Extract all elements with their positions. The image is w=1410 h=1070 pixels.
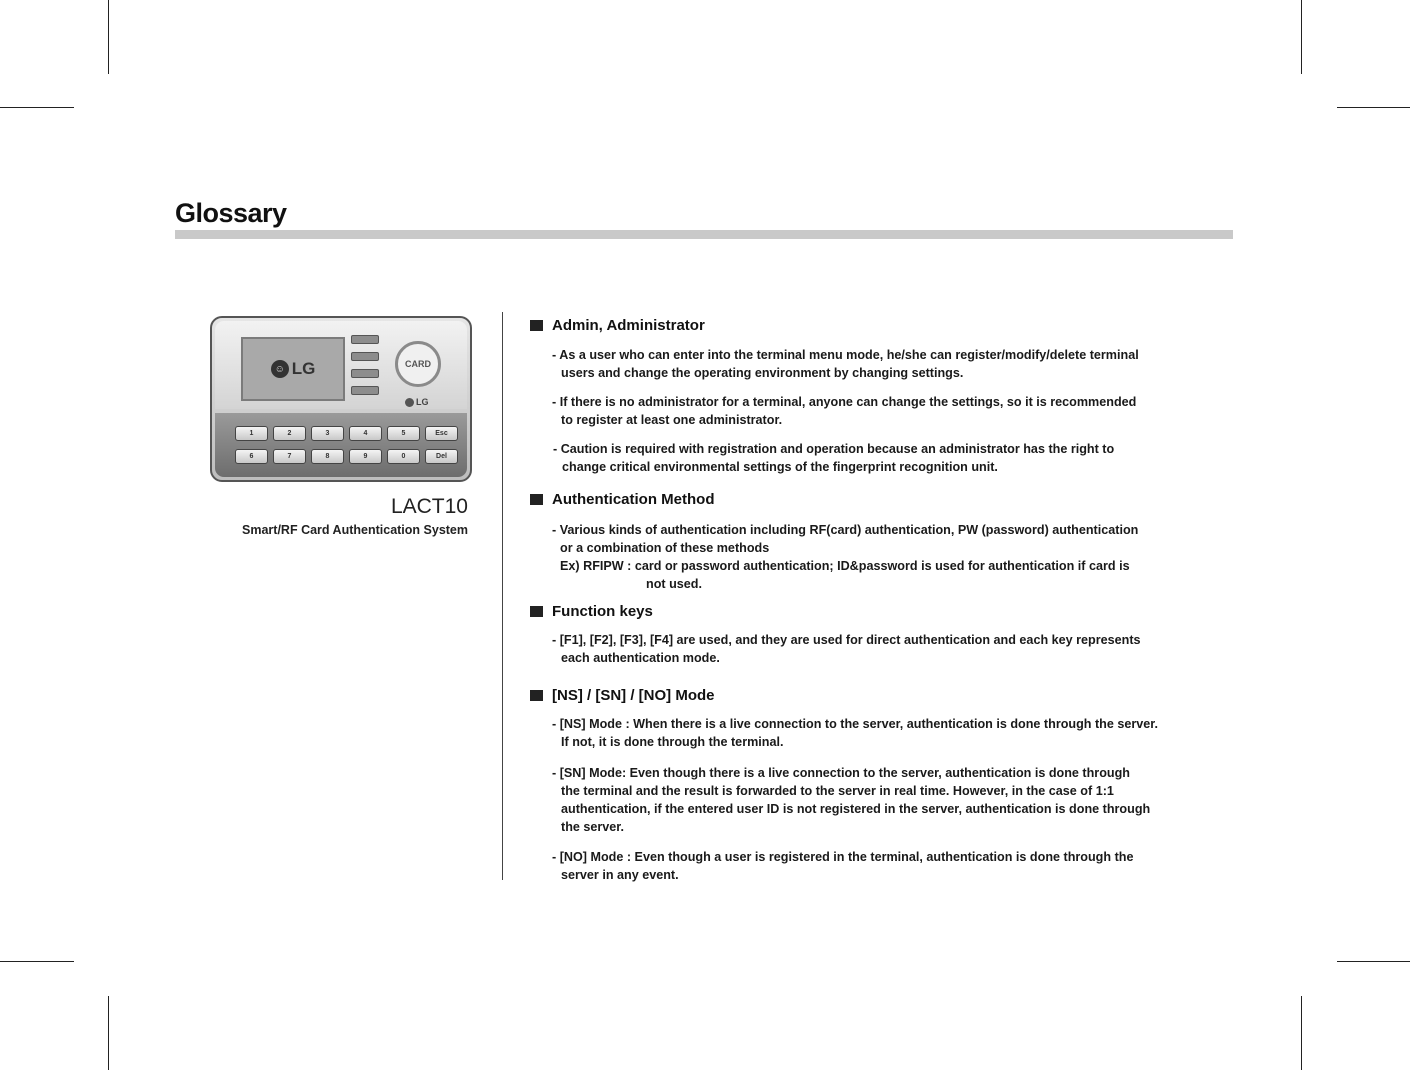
crop-mark bbox=[1337, 961, 1410, 962]
section-heading-text: [NS] / [SN] / [NO] Mode bbox=[552, 687, 715, 704]
card-reader bbox=[395, 341, 441, 387]
crop-mark bbox=[1301, 996, 1302, 1070]
function-keys-paragraph bbox=[552, 631, 1141, 667]
keypad-key: 9 bbox=[349, 449, 382, 464]
section-heading-text: Authentication Method bbox=[552, 491, 715, 508]
keypad-key: Esc bbox=[425, 426, 458, 441]
text-line: - If there is no administrator for a terminal, anyone can change the settings, so it is recommended bbox=[552, 395, 1137, 409]
section-heading-admin bbox=[530, 317, 705, 334]
text-line: the server. bbox=[561, 820, 625, 834]
keypad-key: 2 bbox=[273, 426, 306, 441]
section-heading-authentication-method bbox=[530, 491, 714, 508]
section-heading-modes bbox=[530, 687, 714, 704]
text-line: each authentication mode. bbox=[561, 651, 720, 665]
keypad-key: 8 bbox=[311, 449, 344, 464]
ns-mode-paragraph bbox=[552, 715, 1158, 751]
crop-mark bbox=[1301, 0, 1302, 74]
keypad-key: 4 bbox=[349, 426, 382, 441]
text-line: or a combination of these methods bbox=[560, 541, 770, 555]
crop-mark bbox=[108, 996, 109, 1070]
sn-mode-paragraph bbox=[552, 764, 1150, 836]
text-line: - Caution is required with registration and operation because an administrator has the right to bbox=[553, 442, 1115, 456]
text-line: the terminal and the result is forwarded to the server in real time. However, in the case of 1:1 bbox=[561, 784, 1114, 798]
section-heading-text: Function keys bbox=[552, 603, 653, 620]
keypad-key: 3 bbox=[311, 426, 344, 441]
keypad-key: 7 bbox=[273, 449, 306, 464]
function-key bbox=[351, 352, 379, 361]
text-line: - [NO] Mode : Even though a user is registered in the terminal, authentication is done through the bbox=[552, 850, 1134, 864]
keypad-key: 5 bbox=[387, 426, 420, 441]
crop-mark bbox=[1337, 107, 1410, 108]
authentication-paragraph bbox=[552, 521, 1138, 593]
admin-paragraph-3 bbox=[553, 440, 1114, 476]
section-heading-text: Admin, Administrator bbox=[552, 317, 705, 334]
device-keypad bbox=[215, 413, 467, 477]
keypad-key: 1 bbox=[235, 426, 268, 441]
admin-paragraph-2 bbox=[552, 393, 1136, 429]
lg-logo-icon: ☺ bbox=[271, 360, 289, 378]
page-title: Glossary bbox=[175, 198, 287, 228]
column-divider bbox=[502, 312, 503, 880]
text-line: server in any event. bbox=[561, 868, 679, 882]
function-key bbox=[351, 335, 379, 344]
function-key bbox=[351, 386, 379, 395]
text-line: - As a user who can enter into the terminal menu mode, he/she can register/modify/delete terminal bbox=[552, 348, 1139, 362]
text-line: to register at least one administrator. bbox=[561, 413, 783, 427]
text-line: If not, it is done through the terminal. bbox=[561, 735, 784, 749]
bullet-square-icon bbox=[530, 690, 543, 701]
crop-mark bbox=[108, 0, 109, 74]
device-small-logo bbox=[405, 397, 429, 407]
bullet-square-icon bbox=[530, 320, 543, 331]
text-line: authentication, if the entered user ID is not registered in the server, authentication is done through bbox=[561, 802, 1151, 816]
device-model: LACT10 bbox=[390, 495, 468, 518]
device-upper-panel bbox=[215, 321, 467, 409]
section-heading-function-keys bbox=[530, 603, 653, 620]
device-screen bbox=[241, 337, 345, 401]
text-line: - [F1], [F2], [F3], [F4] are used, and they are used for direct authentication and each key represents bbox=[552, 633, 1141, 647]
device-small-brand: LG bbox=[416, 397, 429, 407]
text-line: - [NS] Mode : When there is a live connection to the server, authentication is done through the server. bbox=[552, 717, 1158, 731]
card-label: CARD bbox=[405, 359, 431, 369]
text-line: users and change the operating environment by changing settings. bbox=[561, 366, 964, 380]
no-mode-paragraph bbox=[552, 848, 1133, 884]
device-caption: Smart/RF Card Authentication System bbox=[242, 523, 468, 537]
admin-paragraph-1 bbox=[552, 346, 1139, 382]
keypad-key: 6 bbox=[235, 449, 268, 464]
bullet-square-icon bbox=[530, 494, 543, 505]
text-line: Ex) RFIPW : card or password authentication; ID&password is used for authentication if card is bbox=[560, 559, 1130, 573]
device-brand: LG bbox=[291, 359, 316, 378]
text-line: - Various kinds of authentication including RF(card) authentication, PW (password) authentication bbox=[552, 523, 1139, 537]
bullet-square-icon bbox=[530, 606, 543, 617]
title-rule bbox=[175, 230, 1233, 239]
device-illustration bbox=[210, 316, 472, 482]
crop-mark bbox=[0, 107, 74, 108]
crop-mark bbox=[0, 961, 74, 962]
keypad-key: 0 bbox=[387, 449, 420, 464]
keypad-key: Del bbox=[425, 449, 458, 464]
text-line: change critical environmental settings of the fingerprint recognition unit. bbox=[562, 460, 998, 474]
text-line: - [SN] Mode: Even though there is a live connection to the server, authentication is done through bbox=[552, 766, 1130, 780]
text-line: not used. bbox=[646, 577, 702, 591]
lg-small-logo-icon bbox=[405, 398, 414, 407]
function-key bbox=[351, 369, 379, 378]
